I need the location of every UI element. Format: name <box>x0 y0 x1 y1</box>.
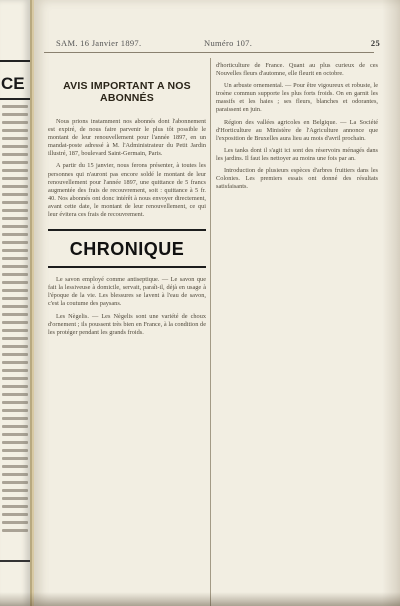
header-date: SAM. 16 Janvier 1897. <box>56 38 142 48</box>
right-paragraph: d'horticulture de France. Quant au plus curieux de ces Nouvelles fleurs d'automne, elle fleurit en octobre. <box>216 62 378 78</box>
prev-page-rule-bottom <box>0 98 30 100</box>
prev-page-section-title: CE <box>1 74 25 93</box>
chronique-title: CHRONIQUE <box>69 239 185 260</box>
right-paragraph: Un arbuste ornemental. — Pour être vigoureux et robuste, le troène commun supporte les plus forts froids. On en garnit les massifs et les haies ; ses fleurs, blanches et odorantes, paraissent en juin. <box>216 82 378 114</box>
prev-page-text-lines <box>2 105 28 537</box>
notice-paragraph: A partir du 15 janvier, nous ferons présenter, à toutes les personnes qui n'auront pas encore soldé le montant de leur renouvellement pour l'année 1897, une quittance de 5 francs augmentée des frais de recouvrement, soit : quittance à 5 fr. 40. Nos abonnés ont donc intérêt à nous envoyer directement, avant cette date, le montant de leur renouvellement, ce qui leur évitera ces frais de recouvrement. <box>48 162 206 219</box>
page-edge-shadow <box>382 0 400 606</box>
prev-page-rule-top <box>0 60 30 62</box>
left-column <box>48 62 206 341</box>
notice-paragraph: Nous prions instamment nos abonnés dont l'abonnement est expiré, de nous faire parvenir le plus tôt possible le montant de leur renouvellement pour l'année 1897, en un mandat-poste adressé à M. l'Administrateur du Petit Jardin illustré, 187, boulevard Saint-Germain, Paris. <box>48 118 206 158</box>
header-page-number: 25 <box>370 38 380 48</box>
page-header <box>44 38 384 52</box>
header-rule <box>44 52 374 53</box>
right-paragraph: Région des vallées agricoles en Belgique. — La Société d'Horticulture au Ministère de l'Agriculture annonce que l'exposition de Bruxelles aura lieu au mois d'avril prochain. <box>216 118 378 142</box>
chronique-paragraph: Le savon employé comme antiseptique. — Le savon que fait la lessiveuse à domicile, servait, paraît-il, déjà en usage à l'époque de la vie. Les blessures se lavent à l'eau de savon, c'est la coutume des paysans. <box>48 276 206 308</box>
chronique-heading-box <box>48 229 206 268</box>
right-paragraph: Les tanks dont il s'agit ici sont des réservoirs ménagés dans les jardins. Il faut les nettoyer au moins une fois par an. <box>216 146 378 162</box>
previous-page-edge <box>0 0 32 606</box>
prev-page-rule-footer <box>0 560 30 562</box>
chronique-rule-bottom <box>48 266 206 268</box>
right-column <box>216 62 378 195</box>
main-page <box>34 0 400 606</box>
right-paragraph: Introduction de plusieurs espèces d'arbres fruitiers dans les Colonies. Les premiers essais ont donné des résultats satisfaisants. <box>216 167 378 191</box>
scan-bottom-shadow <box>0 592 400 606</box>
notice-title: AVIS IMPORTANT A NOS ABONNÉS <box>63 80 191 104</box>
chronique-paragraph: Les Nègelis. — Les Nègelis sont une variété de choux d'ornement ; ils poussent très bien en France, à la condition de les protéger pendant les grands froids. <box>48 312 206 336</box>
header-issue-number: Numéro 107. <box>204 38 253 48</box>
column-divider <box>210 58 211 606</box>
